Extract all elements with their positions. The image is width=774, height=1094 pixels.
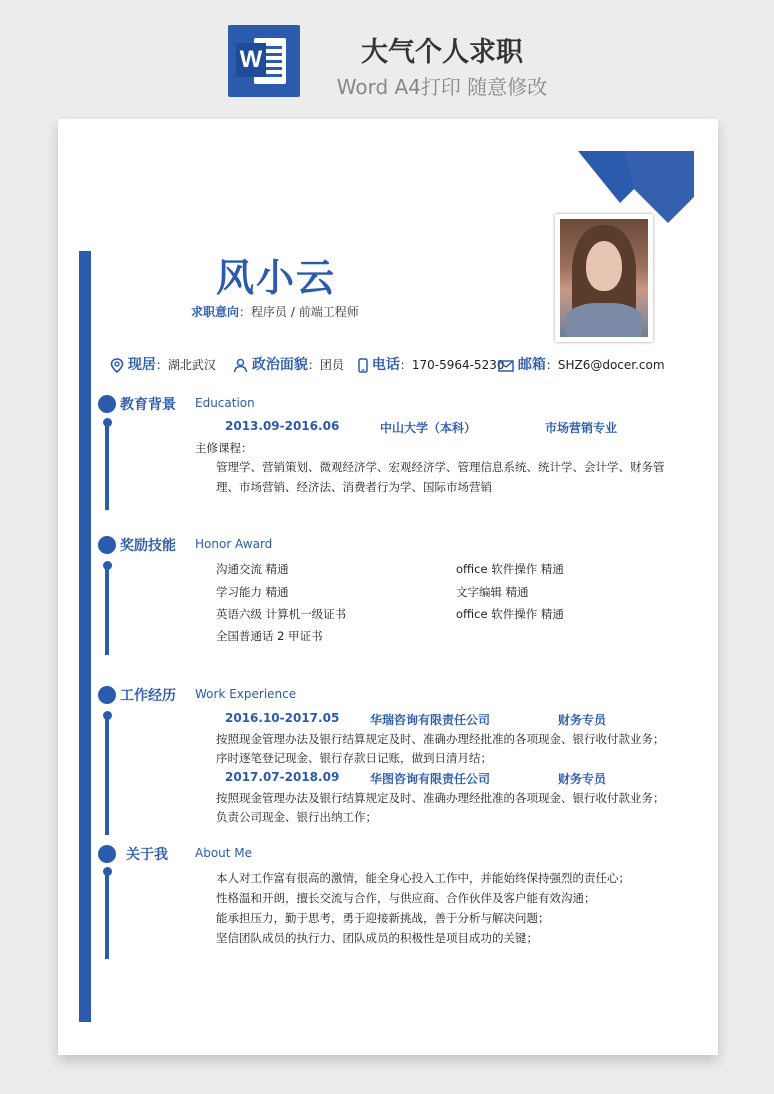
job-duty: 序时逐笔登记现金、银行存款日记账，做到日清月结； bbox=[216, 751, 492, 765]
job-company: 华瑞咨询有限责任公司 bbox=[370, 713, 491, 727]
resume-page bbox=[58, 119, 718, 1055]
job-duty: 负责公司现金、银行出纳工作； bbox=[216, 810, 377, 824]
timeline-line bbox=[105, 565, 109, 655]
section-title: 奖励技能 bbox=[120, 538, 176, 554]
word-logo-icon bbox=[228, 25, 300, 97]
section-dot-icon bbox=[98, 686, 116, 704]
section-title-en: Education bbox=[195, 396, 255, 410]
banner bbox=[0, 0, 774, 118]
phone-icon bbox=[358, 358, 368, 373]
honor-item: office 软件操作 精通 bbox=[456, 562, 564, 576]
location-icon bbox=[110, 358, 124, 373]
contact-phone bbox=[358, 354, 504, 374]
section-title-en: Honor Award bbox=[195, 537, 273, 551]
timeline-line bbox=[105, 422, 109, 510]
edu-school: 中山大学（本科） bbox=[380, 421, 477, 435]
timeline-line bbox=[105, 871, 109, 959]
job-duty: 按照现金管理办法及银行结算规定及时、准确办理经批准的各项现金、银行收付款业务； bbox=[216, 732, 665, 746]
objective-value: ：程序员 / 前端工程师 bbox=[239, 305, 359, 319]
section-title-en: Work Experience bbox=[195, 687, 297, 701]
phone-label: 电话 bbox=[371, 357, 400, 373]
about-line: 本人对工作富有很高的激情，能全身心投入工作中，并能始终保持强烈的责任心； bbox=[216, 871, 630, 885]
honor-item: 学习能力 精通 bbox=[216, 585, 289, 599]
edu-period: 2013.09-2016.06 bbox=[225, 419, 340, 433]
edu-courses-line1: 管理学、营销策划、微观经济学、宏观经济学、管理信息系统、统计学、会计学、财务管 bbox=[216, 460, 665, 474]
job-company: 华图咨询有限责任公司 bbox=[370, 772, 491, 786]
honor-item: 全国普通话 2 甲证书 bbox=[216, 629, 323, 643]
profile-photo bbox=[555, 214, 653, 342]
section-dot-icon bbox=[98, 536, 116, 554]
person-icon bbox=[233, 358, 248, 373]
email-value: ：SHZ6@docer.com bbox=[545, 358, 665, 372]
about-line: 坚信团队成员的执行力、团队成员的积极性是项目成功的关键； bbox=[216, 931, 538, 945]
banner-title: 大气个人求职 bbox=[361, 37, 523, 68]
section-title: 工作经历 bbox=[120, 688, 176, 704]
section-dot-icon bbox=[98, 845, 116, 863]
section-title: 教育背景 bbox=[120, 397, 176, 413]
honor-item: 英语六级 计算机一级证书 bbox=[216, 607, 347, 621]
honor-item: 文字编辑 精通 bbox=[456, 585, 529, 599]
logo-letter: W bbox=[236, 43, 266, 77]
mail-icon bbox=[498, 360, 514, 372]
location-label: 现居 bbox=[127, 357, 156, 373]
about-line: 性格温和开朗，擅长交流与合作，与供应商、合作伙伴及客户能有效沟通； bbox=[216, 891, 596, 905]
candidate-name: 风小云 bbox=[216, 256, 337, 300]
about-line: 能承担压力，勤于思考，勇于迎接新挑战，善于分析与解决问题； bbox=[216, 911, 550, 925]
contact-email bbox=[498, 354, 665, 374]
section-dot-icon bbox=[98, 395, 116, 413]
contact-location bbox=[110, 354, 216, 374]
job-position: 财务专员 bbox=[558, 713, 607, 727]
banner-subtitle: Word A4打印 随意修改 bbox=[336, 75, 548, 99]
job-duty: 按照现金管理办法及银行结算规定及时、准确办理经批准的各项现金、银行收付款业务； bbox=[216, 791, 665, 805]
edu-courses-line2: 理、市场营销、经济法、消费者行为学、国际市场营销 bbox=[216, 480, 492, 494]
section-title: 关于我 bbox=[126, 847, 168, 863]
contact-political bbox=[233, 354, 344, 374]
phone-value: ：170-5964-5230 bbox=[399, 358, 505, 372]
job-objective bbox=[191, 303, 359, 320]
political-value: ：团员 bbox=[307, 358, 344, 372]
honor-item: 沟通交流 精通 bbox=[216, 562, 289, 576]
timeline-line bbox=[105, 715, 109, 835]
left-accent-bar bbox=[79, 251, 91, 1022]
edu-courses-label: 主修课程： bbox=[195, 441, 253, 455]
honor-item: office 软件操作 精通 bbox=[456, 607, 564, 621]
job-position: 财务专员 bbox=[558, 772, 607, 786]
location-value: ：湖北武汉 bbox=[155, 358, 216, 372]
job-period: 2017.07-2018.09 bbox=[225, 770, 340, 784]
section-title-en: About Me bbox=[195, 846, 253, 860]
edu-major: 市场营销专业 bbox=[545, 421, 618, 435]
political-label: 政治面貌 bbox=[251, 357, 308, 373]
email-label: 邮箱 bbox=[517, 357, 546, 373]
objective-label: 求职意向 bbox=[191, 305, 240, 319]
job-period: 2016.10-2017.05 bbox=[225, 711, 340, 725]
